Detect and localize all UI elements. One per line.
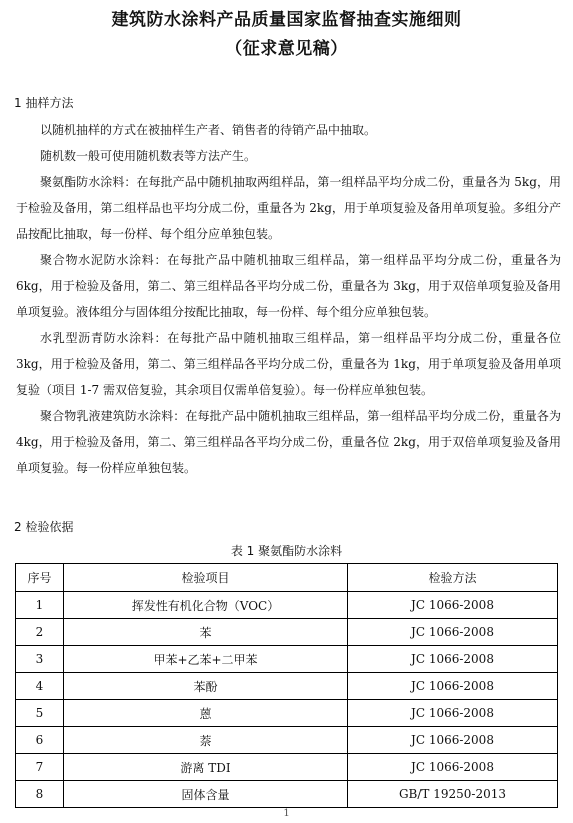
cell-method: JC 1066-2008 [348,727,558,754]
cell-method: JC 1066-2008 [348,619,558,646]
section-heading-basis: 2 检验依据 [14,520,74,534]
table-row [16,754,558,781]
cell-item: 挥发性有机化合物（VOC） [64,592,348,619]
cell-item: 萘 [64,727,348,754]
header-index: 序号 [16,564,64,592]
cell-method: JC 1066-2008 [348,646,558,673]
header-method: 检验方法 [348,564,558,592]
cell-method: JC 1066-2008 [348,673,558,700]
cell-method: JC 1066-2008 [348,592,558,619]
cell-index: 6 [16,727,64,754]
paragraph: 聚合物乳液建筑防水涂料：在每批产品中随机抽取三组样品，第一组样品平均分成二份，重量各为 4kg，用于检验及备用，第二、第三组样品各平均分成二份，重量各位 2kg，用于双倍单项复验及备用单项复验。每一份样应单独包装。 [16,409,561,475]
paragraph: 以随机抽样的方式在被抽样生产者、销售者的待销产品中抽取。 [40,123,377,137]
cell-index: 7 [16,754,64,781]
cell-method: JC 1066-2008 [348,754,558,781]
table-row [16,727,558,754]
paragraph: 随机数一般可使用随机数表等方法产生。 [40,149,257,163]
section-heading-sampling: 1 抽样方法 [14,96,74,110]
cell-method: JC 1066-2008 [348,700,558,727]
cell-method: GB/T 19250-2013 [348,781,558,808]
table-row [16,700,558,727]
document-title: 建筑防水涂料产品质量国家监督抽查实施细则 [111,10,462,30]
cell-item: 蒽 [64,700,348,727]
table-row [16,619,558,646]
table-row [16,592,558,619]
table-caption: 表 1 聚氨酯防水涂料 [230,544,343,558]
cell-index: 3 [16,646,64,673]
paragraph: 聚氨酯防水涂料：在每批产品中随机抽取两组样品，第一组样品平均分成二份，重量各为 5kg，用于检验及备用，第二组样品也平均分成二份，重量各为 2kg，用于单项复验及备用单项复验。多组分产品按配比抽取，每一份样、每个组分应单独包装。 [16,175,562,241]
inspection-table [15,563,558,808]
document-subtitle: （征求意见稿） [225,39,348,59]
cell-item: 苯酚 [64,673,348,700]
table-row [16,781,558,808]
table-row [16,673,558,700]
page-number: 1 [283,808,290,819]
cell-index: 4 [16,673,64,700]
cell-item: 苯 [64,619,348,646]
cell-index: 8 [16,781,64,808]
paragraph: 水乳型沥青防水涂料：在每批产品中随机抽取三组样品，第一组样品平均分成二份，重量各位 3kg，用于检验及备用，第二、第三组样品各平均分成二份，重量各为 1kg，用于单项复验及备用单项复验（项目 1-7 需双倍复验，其余项目仅需单倍复验）。每一份样应单独包装。 [16,331,561,397]
cell-item: 游离 TDI [64,754,348,781]
cell-item: 固体含量 [64,781,348,808]
table-header-row [16,564,558,592]
cell-index: 1 [16,592,64,619]
paragraph: 聚合物水泥防水涂料：在每批产品中随机抽取三组样品，第一组样品平均分成二份，重量各为 6kg，用于检验及备用，第二、第三组样品各平均分成二份，重量各为 3kg，用于双倍单项复验及备用单项复验。液体组分与固体组分按配比抽取，每一份样、每个组分应单独包装。 [16,253,561,319]
header-item: 检验项目 [64,564,348,592]
cell-index: 2 [16,619,64,646]
table-row [16,646,558,673]
cell-index: 5 [16,700,64,727]
cell-item: 甲苯+乙苯+二甲苯 [64,646,348,673]
